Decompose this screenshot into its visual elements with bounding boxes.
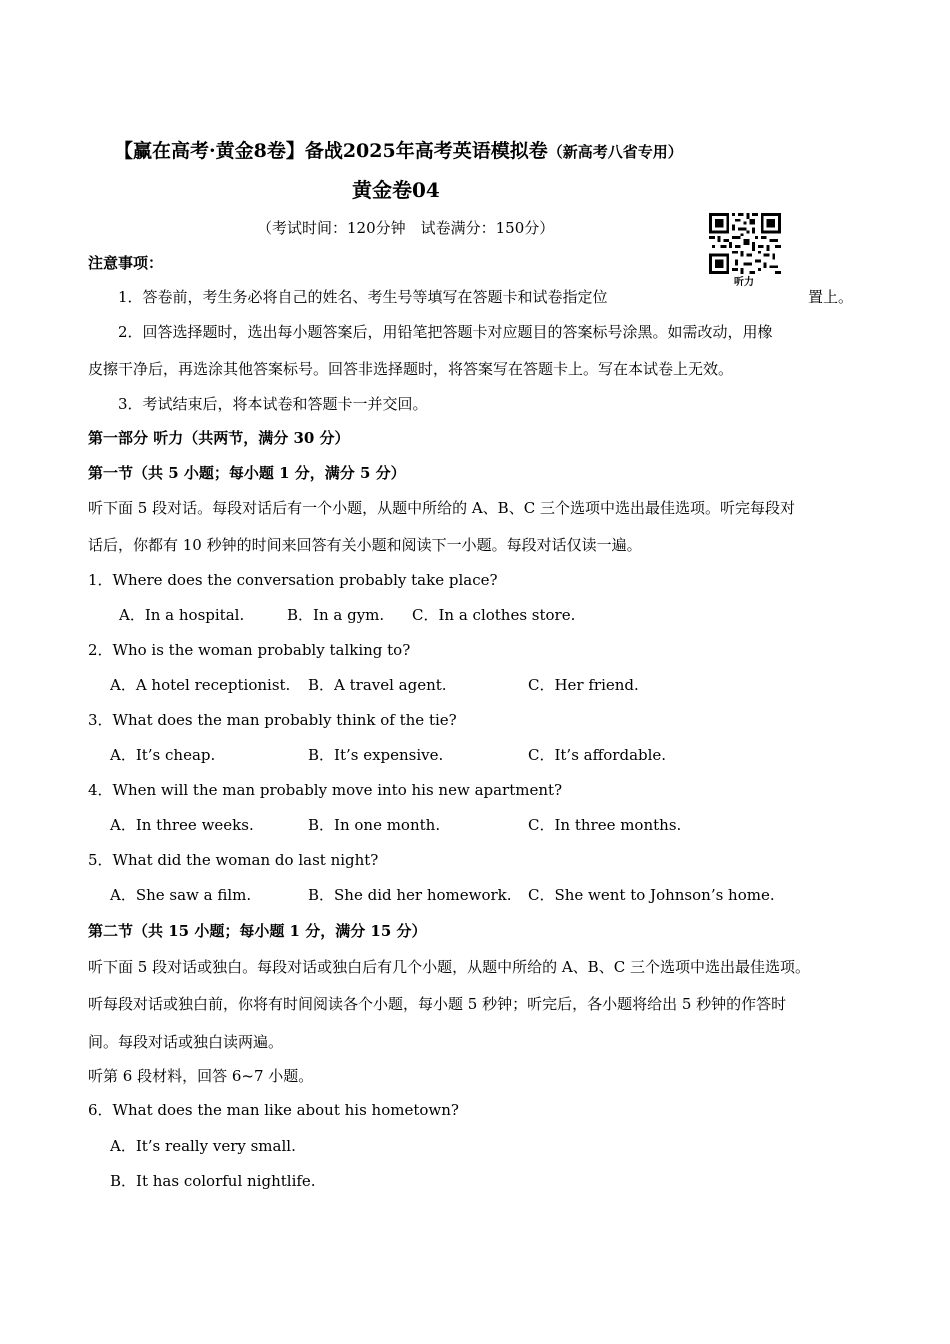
exam-info: （考试时间：120分钟 试卷满分：150分） [257,219,555,237]
material-6-instruction: 听第 6 段材料，回答 6~7 小题。 [88,1067,314,1085]
question-6-option-b: B．It has colorful nightlife. [110,1172,316,1190]
section2-intro-cont: 听每段对话或独白前，你将有时间阅读各个小题，每小题 5 秒钟；听完后，各小题将给出 5 秒钟的作答时 [88,995,787,1013]
question-1-stem: 1．Where does the conversation probably take place? [88,571,498,589]
question-3-option-c: C．It’s affordable. [528,746,667,764]
exam-title-paren: （新高考八省专用） [547,143,683,161]
section1-heading: 第一节（共 5 小题；每小题 1 分，满分 5 分） [88,464,406,482]
section2-intro: 听下面 5 段对话或独白。每段对话或独白后有几个小题，从题中所给的 A、B、C 三个选项中选出最佳选项。 [88,958,810,976]
exam-title-main: 【赢在高考·黄金8卷】备战2025年高考英语模拟卷 [114,140,548,162]
question-3-option-a: A．It’s cheap. [110,746,216,764]
question-3-stem: 3．What does the man probably think of the tie? [88,711,457,729]
question-2-stem: 2．Who is the woman probably talking to? [88,641,411,659]
exam-title [114,138,683,165]
question-5-option-a: A．She saw a film. [110,886,252,904]
section2-heading: 第二节（共 15 小题；每小题 1 分，满分 15 分） [88,922,427,940]
part1-heading: 第一部分 听力（共两节，满分 30 分） [88,429,350,447]
qr-code-label: 听力 [734,277,754,288]
section2-intro-end: 间。每段对话或独白读两遍。 [88,1033,284,1051]
question-4-stem: 4．When will the man probably move into his new apartment? [88,781,563,799]
section1-intro-cont: 话后，你都有 10 秒钟的时间来回答有关小题和阅读下一小题。每段对话仅读一遍。 [88,536,642,554]
question-2-option-a: A．A hotel receptionist. [110,676,291,694]
question-2-option-c: C．Her friend. [528,676,639,694]
notes-heading: 注意事项： [88,254,164,272]
question-4-option-b: B．In one month. [308,816,441,834]
question-1-option-c: C．In a clothes store. [412,606,576,624]
question-1-option-a: A．In a hospital. [119,606,245,624]
qr-code-icon [709,213,781,274]
notes-item-3: 3．考试结束后，将本试卷和答题卡一并交回。 [118,395,428,413]
question-2-option-b: B．A travel agent. [308,676,447,694]
notes-item-2-cont: 皮擦干净后，再选涂其他答案标号。回答非选择题时，将答案写在答题卡上。写在本试卷上无效。 [88,360,734,378]
exam-subtitle: 黄金卷04 [352,178,440,202]
question-5-option-c: C．She went to Johnson’s home. [528,886,775,904]
notes-item-2: 2．回答选择题时，选出每小题答案后，用铅笔把答题卡对应题目的答案标号涂黑。如需改动，用橡 [118,323,773,341]
question-6-stem: 6．What does the man like about his hometown? [88,1101,459,1119]
question-5-option-b: B．She did her homework. [308,886,512,904]
section1-intro: 听下面 5 段对话。每段对话后有一个小题，从题中所给的 A、B、C 三个选项中选出最佳选项。听完每段对 [88,499,795,517]
question-4-option-c: C．In three months. [528,816,682,834]
question-4-option-a: A．In three weeks. [110,816,254,834]
question-3-option-b: B．It’s expensive. [308,746,444,764]
question-6-option-a: A．It’s really very small. [110,1137,296,1155]
notes-item-1: 1．答卷前，考生务必将自己的姓名、考生号等填写在答题卡和试卷指定位 [118,288,608,306]
question-1-option-b: B．In a gym. [287,606,385,624]
notes-item-1-end: 置上。 [808,288,854,306]
question-5-stem: 5．What did the woman do last night? [88,851,379,869]
